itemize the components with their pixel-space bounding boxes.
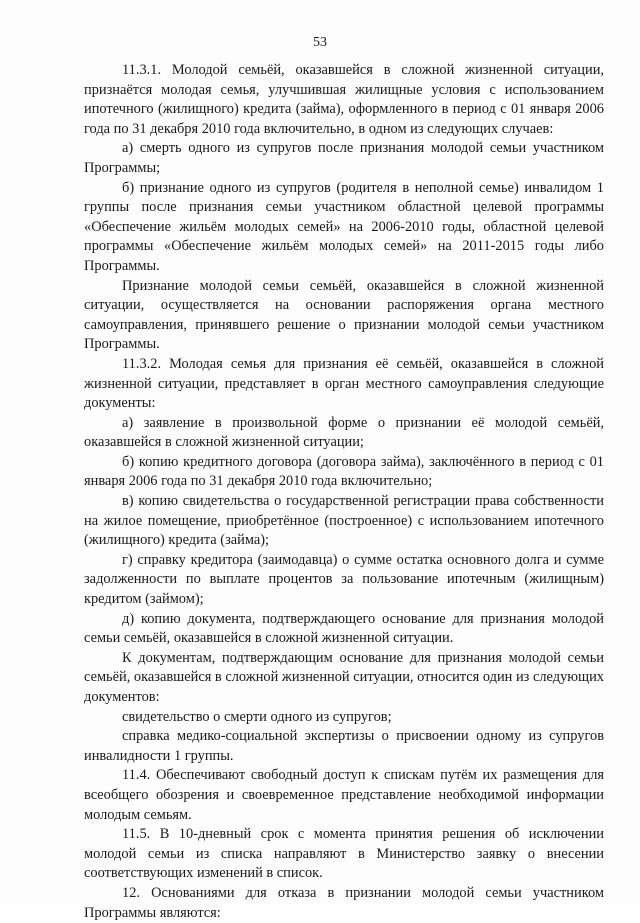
paragraph-case-a: а) смерть одного из супругов после признания молодой семьи участником Программы; [84,140,604,176]
paragraph-death-certificate: свидетельство о смерти одного из супругов; [122,708,392,725]
paragraph-12: 12. Основаниями для отказа в признании молодой семьи участником Программы являются: [84,884,604,921]
paragraph-doc-d: д) копию документа, подтверждающего основание для признания молодой семьи семьёй, оказавшейся в сложной жизненной ситуации. [84,610,604,647]
paragraph-supporting-docs: К документам, подтверждающим основание для признания молодой семьи семьёй, оказавшейся в сложной жизненной ситуации, относится один из следующих документов: [84,649,604,705]
page-number: 53 [313,35,327,50]
paragraph-doc-a: а) заявление в произвольной форме о признании её молодой семьёй, оказавшейся в сложной жизненной ситуации; [84,414,604,451]
paragraph-11-3-1: 11.3.1. Молодой семьёй, оказавшейся в сложной жизненной ситуации, признаётся молодая семья, улучшившая жилищные условия с использованием ипотечного (жилищного) кредита (займа), оформленного в период с 01 января 2006 года по 31 декабря 2010 года включительно, в одном из следующих случаев: [84,62,604,137]
paragraph-disability-certificate: справка медико-социальной экспертизы о присвоении одному из супругов инвалидности 1 группы. [84,728,604,764]
paragraph-doc-b: б) копию кредитного договора (договора займа), заключённого в период с 01 января 2006 года по 31 декабря 2010 года включительно; [84,453,604,490]
paragraph-doc-g: г) справку кредитора (заимодавца) о сумме остатка основного долга и сумме задолженности по выплате процентов за пользование ипотечным (жилищным) кредитом (займом); [84,551,604,608]
paragraph-11-5: 11.5. В 10-дневный срок с момента принятия решения об исключении молодой семьи из списка направляют в Министерство заявку о внесении соответствующих изменений в список. [84,826,604,882]
paragraph-recognition-basis: Признание молодой семьи семьёй, оказавшейся в сложной жизненной ситуации, осуществляется на основании распоряжения органа местного самоуправления, принявшего решение о признании молодой семьи участником Программы. [84,277,604,353]
paragraph-doc-v: в) копию свидетельства о государственной регистрации права собственности на жилое помещение, приобретённое (построенное) с использованием ипотечного (жилищного) кредита (займа); [84,493,604,549]
paragraph-11-3-2: 11.3.2. Молодая семья для признания её семьёй, оказавшейся в сложной жизненной ситуации, представляет в орган местного самоуправления следующие документы: [84,355,604,412]
paragraph-case-b: б) признание одного из супругов (родителя в неполной семье) инвалидом 1 группы после признания семьи участником областной целевой программы «Обеспечение жильём молодых семей» на 2006-2010 годы, областной целевой программы «Обеспечение жильём молодых семей» на 2011-2015 годы либо Программы. [84,179,604,274]
paragraph-11-4: 11.4. Обеспечивают свободный доступ к спискам путём их размещения для всеобщего обозрения и своевременное представление необходимой информации молодым семьям. [84,767,604,823]
document-body [84,61,604,923]
